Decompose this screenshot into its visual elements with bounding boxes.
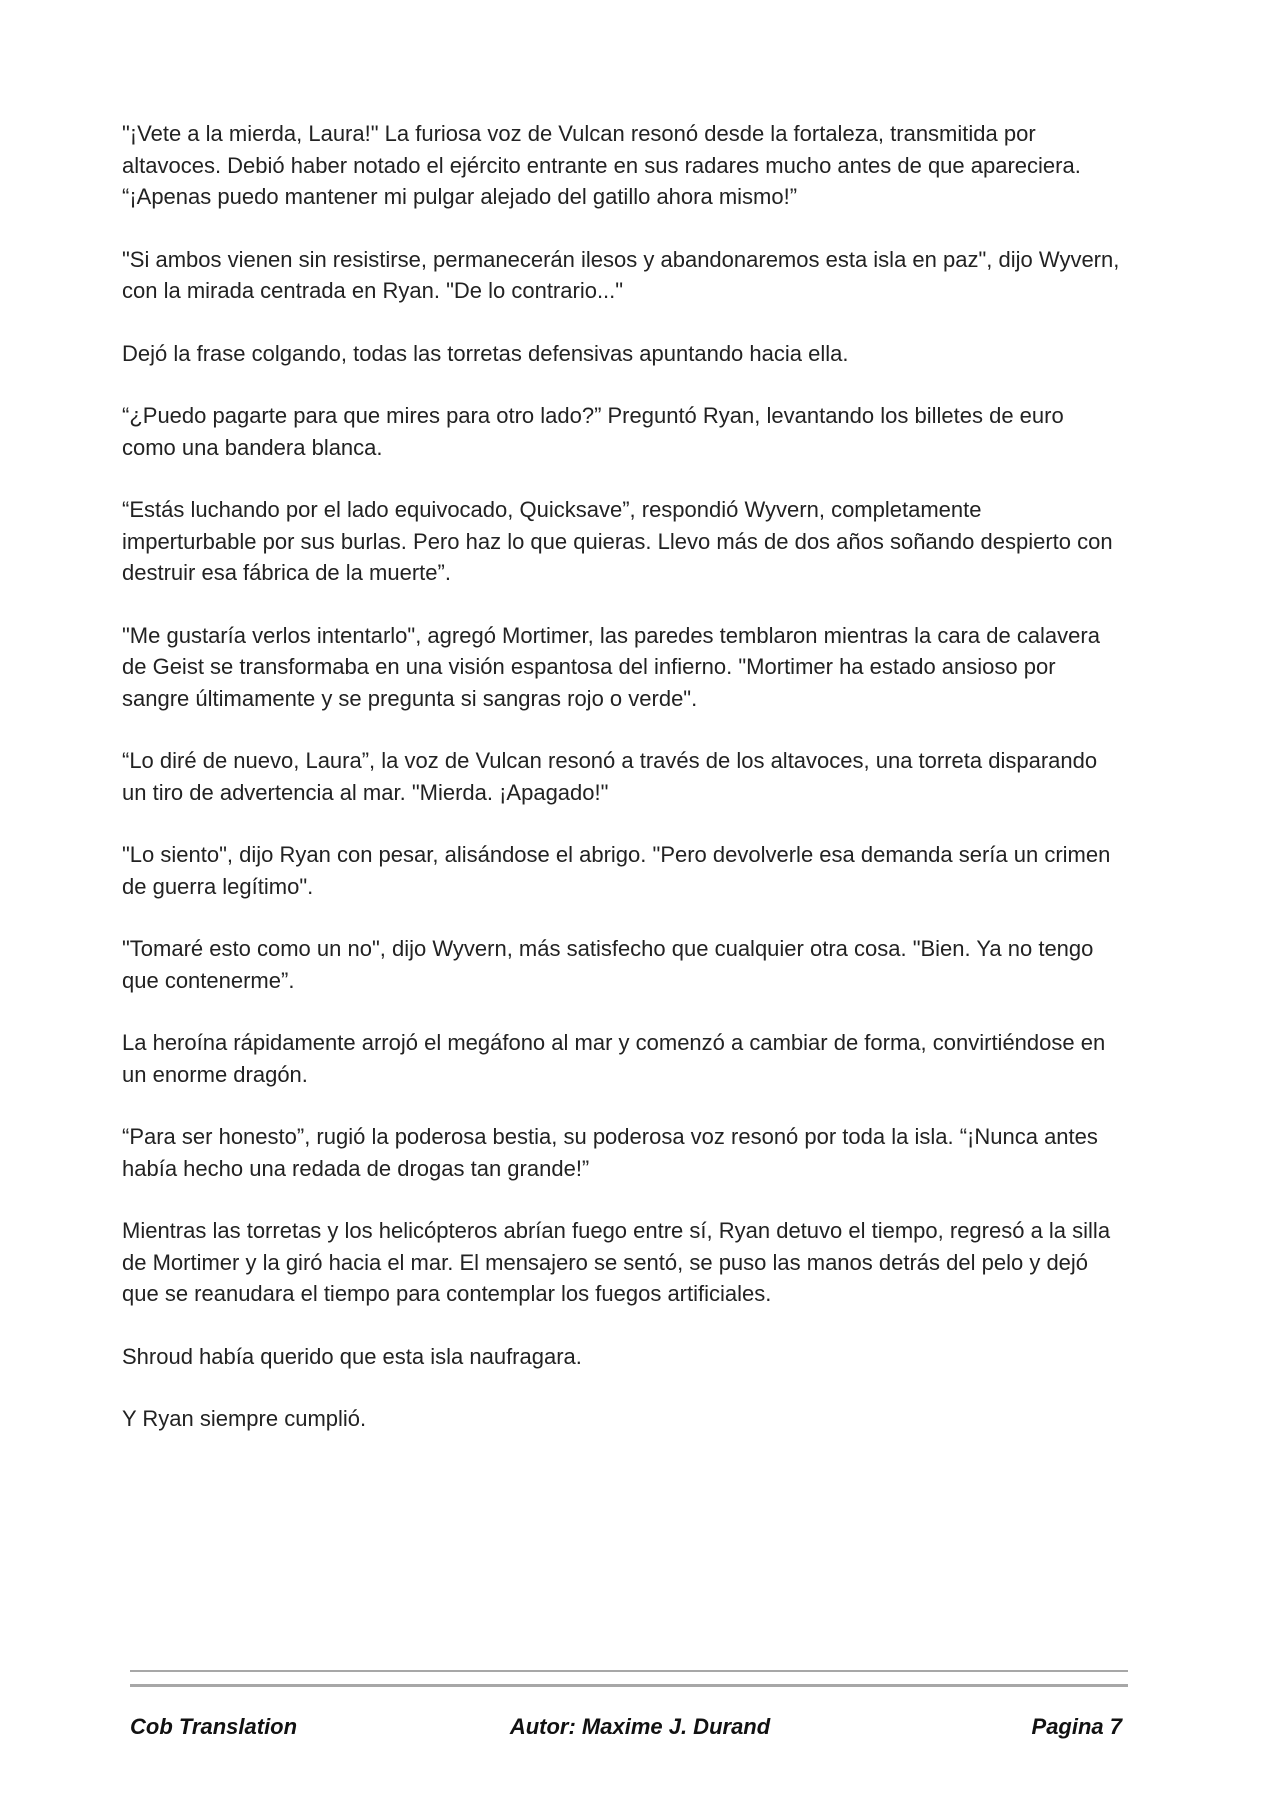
paragraph: "Lo siento", dijo Ryan con pesar, alisándose el abrigo. "Pero devolverle esa demanda sería un crimen de guerra legítimo". — [122, 842, 1111, 899]
paragraph: “Lo diré de nuevo, Laura”, la voz de Vulcan resonó a través de los altavoces, una torreta disparando un tiro de advertencia al mar. "Mierda. ¡Apagado!" — [122, 748, 1098, 805]
paragraph: "Me gustaría verlos intentarlo", agregó Mortimer, las paredes temblaron mientras la cara de calavera de Geist se transformaba en una visión espantosa del infierno. "Mortimer ha estado ansioso por sangre últimamente y se pregunta si sangras rojo o verde". — [122, 622, 1100, 711]
footer-divider-top — [130, 1670, 1128, 1672]
paragraph: "Si ambos vienen sin resistirse, permanecerán ilesos y abandonaremos esta isla en paz", dijo Wyvern, con la mirada centrada en Ryan. "De lo contrario..." — [122, 246, 1120, 303]
footer-divider-bottom — [130, 1684, 1128, 1687]
footer-page-number: Pagina 7 — [1031, 1714, 1122, 1739]
paragraph: “Para ser honesto”, rugió la poderosa bestia, su poderosa voz resonó por toda la isla. “¡Nunca antes había hecho una redada de drogas tan grande!” — [122, 1124, 1098, 1181]
paragraph: Dejó la frase colgando, todas las torretas defensivas apuntando hacia ella. — [122, 340, 849, 366]
paragraph: "¡Vete a la mierda, Laura!" La furiosa voz de Vulcan resonó desde la fortaleza, transmitida por altavoces. Debió haber notado el ejército entrante en sus radares mucho antes de que apareciera. “¡Apenas puedo mantener mi pulgar alejado del gatillo ahora mismo!” — [122, 121, 1081, 209]
paragraph: "Tomaré esto como un no", dijo Wyvern, más satisfecho que cualquier otra cosa. "Bien. Ya no tengo que contenerme”. — [122, 936, 1094, 993]
paragraph: “¿Puedo pagarte para que mires para otro lado?” Preguntó Ryan, levantando los billetes de euro como una bandera blanca. — [122, 403, 1064, 460]
paragraph: Mientras las torretas y los helicópteros abrían fuego entre sí, Ryan detuvo el tiempo, regresó a la silla de Mortimer y la giró hacia el mar. El mensajero se sentó, se puso las manos detrás del pelo y dejó que se reanudara el tiempo para contemplar los fuegos artificiales. — [122, 1218, 1111, 1306]
paragraph: “Estás luchando por el lado equivocado, Quicksave”, respondió Wyvern, completamente imperturbable por sus burlas. Pero haz lo que quieras. Llevo más de dos años soñando despierto con destruir esa fábrica de la muerte”. — [122, 497, 1113, 585]
paragraph: La heroína rápidamente arrojó el megáfono al mar y comenzó a cambiar de forma, convirtiéndose en un enorme dragón. — [122, 1030, 1106, 1087]
paragraph: Shroud había querido que esta isla naufragara. — [122, 1343, 582, 1369]
footer-translator: Cob Translation — [130, 1714, 298, 1739]
paragraph: Y Ryan siempre cumplió. — [122, 1406, 367, 1431]
document-body — [122, 118, 1122, 1466]
footer-author: Autor: Maxime J. Durand — [509, 1714, 771, 1739]
